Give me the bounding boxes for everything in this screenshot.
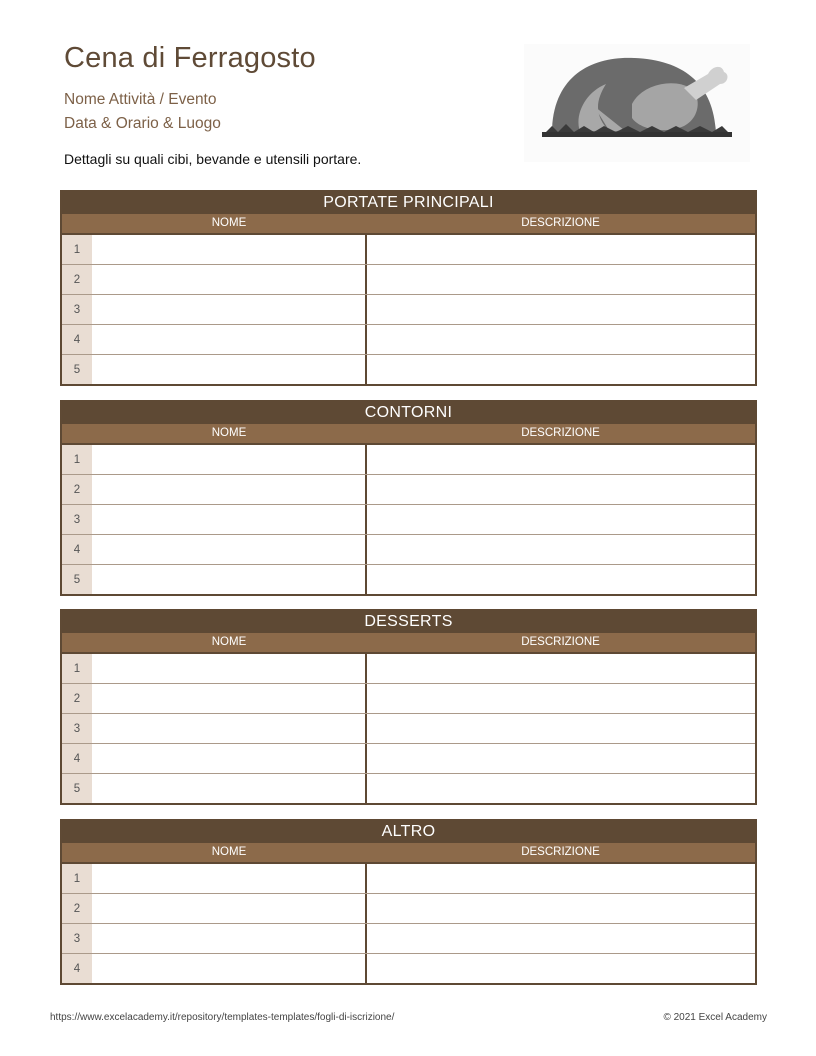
row-number: 3 bbox=[62, 924, 92, 953]
table-row bbox=[62, 534, 755, 564]
nome-cell[interactable] bbox=[92, 355, 367, 384]
nome-cell[interactable] bbox=[92, 235, 367, 264]
row-number: 4 bbox=[62, 325, 92, 354]
nome-cell[interactable] bbox=[92, 654, 367, 683]
descrizione-cell[interactable] bbox=[367, 714, 755, 743]
table-row bbox=[62, 354, 755, 384]
table-row bbox=[62, 294, 755, 324]
nome-cell[interactable] bbox=[92, 774, 367, 803]
page-title: Cena di Ferragosto bbox=[64, 42, 316, 74]
nome-cell[interactable] bbox=[92, 565, 367, 594]
row-number: 5 bbox=[62, 355, 92, 384]
table-row bbox=[62, 654, 755, 683]
nome-cell[interactable] bbox=[92, 295, 367, 324]
nome-cell[interactable] bbox=[92, 744, 367, 773]
footer-url[interactable]: https://www.excelacademy.it/repository/templates-templates/fogli-di-iscrizione/ bbox=[50, 1012, 395, 1023]
details-text: Dettagli su quali cibi, bevande e utensili portare. bbox=[64, 151, 362, 167]
nome-cell[interactable] bbox=[92, 924, 367, 953]
row-number: 5 bbox=[62, 565, 92, 594]
column-header bbox=[62, 424, 755, 443]
section-contorni bbox=[60, 400, 757, 596]
descrizione-cell[interactable] bbox=[367, 565, 755, 594]
table-row bbox=[62, 893, 755, 923]
table-row bbox=[62, 864, 755, 893]
row-number: 2 bbox=[62, 475, 92, 504]
nome-cell[interactable] bbox=[92, 535, 367, 564]
col-descrizione-label: DESCRIZIONE bbox=[521, 846, 600, 858]
descrizione-cell[interactable] bbox=[367, 684, 755, 713]
nome-cell[interactable] bbox=[92, 864, 367, 893]
descrizione-cell[interactable] bbox=[367, 295, 755, 324]
nome-cell[interactable] bbox=[92, 714, 367, 743]
descrizione-cell[interactable] bbox=[367, 325, 755, 354]
table-row bbox=[62, 683, 755, 713]
table-row bbox=[62, 474, 755, 504]
row-number: 3 bbox=[62, 714, 92, 743]
nome-cell[interactable] bbox=[92, 954, 367, 983]
descrizione-cell[interactable] bbox=[367, 954, 755, 983]
col-descrizione-label: DESCRIZIONE bbox=[521, 427, 600, 439]
row-number: 4 bbox=[62, 954, 92, 983]
col-nome-label: NOME bbox=[211, 427, 247, 439]
nome-cell[interactable] bbox=[92, 894, 367, 923]
table-row bbox=[62, 504, 755, 534]
descrizione-cell[interactable] bbox=[367, 475, 755, 504]
row-number: 3 bbox=[62, 295, 92, 324]
row-number: 5 bbox=[62, 774, 92, 803]
section-title: PORTATE PRINCIPALI bbox=[62, 192, 755, 214]
nome-cell[interactable] bbox=[92, 325, 367, 354]
table-row bbox=[62, 564, 755, 594]
column-header bbox=[62, 633, 755, 652]
table-row bbox=[62, 235, 755, 264]
row-number: 4 bbox=[62, 535, 92, 564]
descrizione-cell[interactable] bbox=[367, 535, 755, 564]
descrizione-cell[interactable] bbox=[367, 445, 755, 474]
nome-cell[interactable] bbox=[92, 445, 367, 474]
section-title: CONTORNI bbox=[62, 402, 755, 424]
roast-turkey-icon bbox=[524, 44, 750, 162]
descrizione-cell[interactable] bbox=[367, 654, 755, 683]
col-nome-label: NOME bbox=[211, 217, 247, 229]
nome-cell[interactable] bbox=[92, 475, 367, 504]
table-row bbox=[62, 923, 755, 953]
column-header bbox=[62, 843, 755, 862]
nome-cell[interactable] bbox=[92, 505, 367, 534]
row-number: 3 bbox=[62, 505, 92, 534]
section-altro bbox=[60, 819, 757, 985]
descrizione-cell[interactable] bbox=[367, 894, 755, 923]
section-title: ALTRO bbox=[62, 821, 755, 843]
row-number: 1 bbox=[62, 864, 92, 893]
row-number: 1 bbox=[62, 235, 92, 264]
column-header bbox=[62, 214, 755, 233]
descrizione-cell[interactable] bbox=[367, 355, 755, 384]
descrizione-cell[interactable] bbox=[367, 265, 755, 294]
row-number: 1 bbox=[62, 654, 92, 683]
row-number: 1 bbox=[62, 445, 92, 474]
row-number: 2 bbox=[62, 684, 92, 713]
row-number: 2 bbox=[62, 894, 92, 923]
table-row bbox=[62, 743, 755, 773]
nome-cell[interactable] bbox=[92, 684, 367, 713]
col-nome-label: NOME bbox=[211, 636, 247, 648]
footer-copyright: © 2021 Excel Academy bbox=[663, 1012, 767, 1023]
table-row bbox=[62, 713, 755, 743]
event-name: Nome Attività / Evento bbox=[64, 91, 217, 108]
table-row bbox=[62, 264, 755, 294]
descrizione-cell[interactable] bbox=[367, 235, 755, 264]
row-number: 2 bbox=[62, 265, 92, 294]
table-row bbox=[62, 953, 755, 983]
section-portate-principali bbox=[60, 190, 757, 386]
table-row bbox=[62, 773, 755, 803]
row-number: 4 bbox=[62, 744, 92, 773]
col-nome-label: NOME bbox=[211, 846, 247, 858]
table-row bbox=[62, 324, 755, 354]
descrizione-cell[interactable] bbox=[367, 505, 755, 534]
descrizione-cell[interactable] bbox=[367, 774, 755, 803]
descrizione-cell[interactable] bbox=[367, 864, 755, 893]
descrizione-cell[interactable] bbox=[367, 924, 755, 953]
col-descrizione-label: DESCRIZIONE bbox=[521, 217, 600, 229]
section-title: DESSERTS bbox=[62, 611, 755, 633]
table-row bbox=[62, 445, 755, 474]
descrizione-cell[interactable] bbox=[367, 744, 755, 773]
event-date-place: Data & Orario & Luogo bbox=[64, 115, 221, 132]
nome-cell[interactable] bbox=[92, 265, 367, 294]
col-descrizione-label: DESCRIZIONE bbox=[521, 636, 600, 648]
section-desserts bbox=[60, 609, 757, 805]
